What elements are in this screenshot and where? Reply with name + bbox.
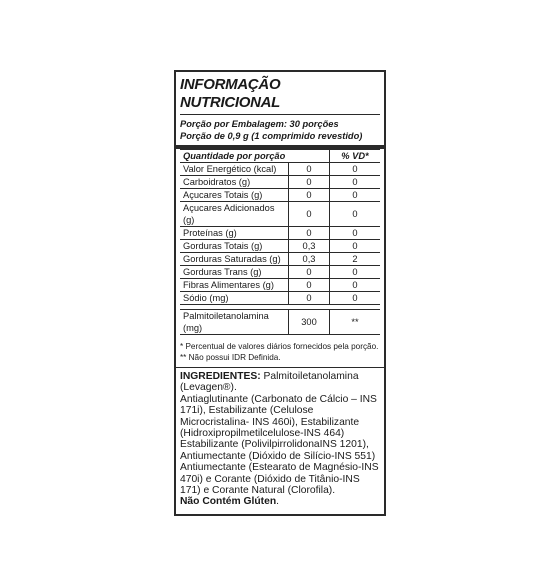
nutrient-name: Proteínas (g) [180, 227, 289, 240]
nutrient-vd: 0 [330, 292, 381, 305]
nutrient-amount: 0 [289, 292, 330, 305]
nutrient-amount: 0 [289, 227, 330, 240]
table-row [180, 292, 380, 305]
ingredients-intro [180, 371, 380, 394]
nutrient-name: Valor Energético (kcal) [180, 163, 289, 176]
table-row [180, 189, 380, 202]
footnotes [180, 335, 380, 367]
nutrient-vd: 0 [330, 266, 381, 279]
nutrition-table [180, 149, 380, 335]
ingredients-section [180, 368, 380, 508]
label-title: INFORMAÇÃO NUTRICIONAL [180, 76, 380, 115]
nutrient-vd: 0 [330, 202, 381, 227]
nutrient-amount: 300 [289, 310, 330, 335]
nutrient-amount: 0 [289, 202, 330, 227]
nutrient-amount: 0,3 [289, 253, 330, 266]
table-row [180, 202, 380, 227]
table-row [180, 279, 380, 292]
gluten-statement: Não Contém Glúten. [180, 496, 279, 508]
nutrient-vd: 0 [330, 240, 381, 253]
nutrient-vd: 0 [330, 163, 381, 176]
nutrition-rows [180, 163, 380, 335]
footnote-idr: ** Não possui IDR Definida. [180, 353, 281, 362]
nutrient-name: Gorduras Saturadas (g) [180, 253, 289, 266]
nutrient-vd: ** [330, 310, 381, 335]
header-quantity: Quantidade por porção [180, 150, 330, 163]
table-header-row [180, 150, 380, 163]
portion-size: Porção de 0,9 g (1 comprimido revestido) [180, 131, 363, 141]
nutrient-name: Sódio (mg) [180, 292, 289, 305]
nutrient-vd: 0 [330, 176, 381, 189]
table-row [180, 227, 380, 240]
nutrient-amount: 0 [289, 279, 330, 292]
nutrient-amount: 0,3 [289, 240, 330, 253]
ingredients-heading: INGREDIENTES: [180, 371, 261, 382]
nutrient-name: Palmitoiletanolamina (mg) [180, 310, 289, 335]
nutrient-vd: 2 [330, 253, 381, 266]
table-row-extra [180, 310, 380, 335]
table-row [180, 266, 380, 279]
table-row [180, 163, 380, 176]
footnote-vd: * Percentual de valores diários fornecidos pela porção. [180, 342, 379, 351]
portion-per-package: Porção por Embalagem: 30 porções [180, 119, 339, 129]
header-vd: % VD* [330, 150, 381, 163]
nutrient-amount: 0 [289, 163, 330, 176]
nutrient-name: Gorduras Trans (g) [180, 266, 289, 279]
nutrition-label [174, 70, 386, 516]
nutrient-name: Açucares Adicionados (g) [180, 202, 289, 227]
table-row [180, 176, 380, 189]
ingredients-first-line: Palmitoiletanolamina (Levagen®). [180, 371, 359, 394]
nutrient-name: Gorduras Totais (g) [180, 240, 289, 253]
nutrient-vd: 0 [330, 279, 381, 292]
nutrient-name: Fibras Alimentares (g) [180, 279, 289, 292]
table-row [180, 240, 380, 253]
gluten-text: Não Contém Glúten [180, 496, 277, 508]
table-row [180, 253, 380, 266]
nutrient-amount: 0 [289, 176, 330, 189]
nutrient-amount: 0 [289, 189, 330, 202]
nutrient-vd: 0 [330, 227, 381, 240]
nutrient-name: Açucares Totais (g) [180, 189, 289, 202]
nutrient-name: Carboidratos (g) [180, 176, 289, 189]
ingredients-body: Antiaglutinante (Carbonato de Cálcio – INS 171i), Estabilizante (Celulose Microcristalina- INS 460i), Estabilizante (Hidroxipropilmetilcelulose-INS 464) Estabilizante (PolivilpirrolidonaINS 1201), Antiumectante (Dióxido de Silício-INS 551) Antiumectante (Estearato de Magnésio-INS 470i) e Corante (Dióxido de Titânio-INS 171) e Corante Natural (Clorofila). [180, 393, 379, 497]
nutrient-vd: 0 [330, 189, 381, 202]
nutrient-amount: 0 [289, 266, 330, 279]
